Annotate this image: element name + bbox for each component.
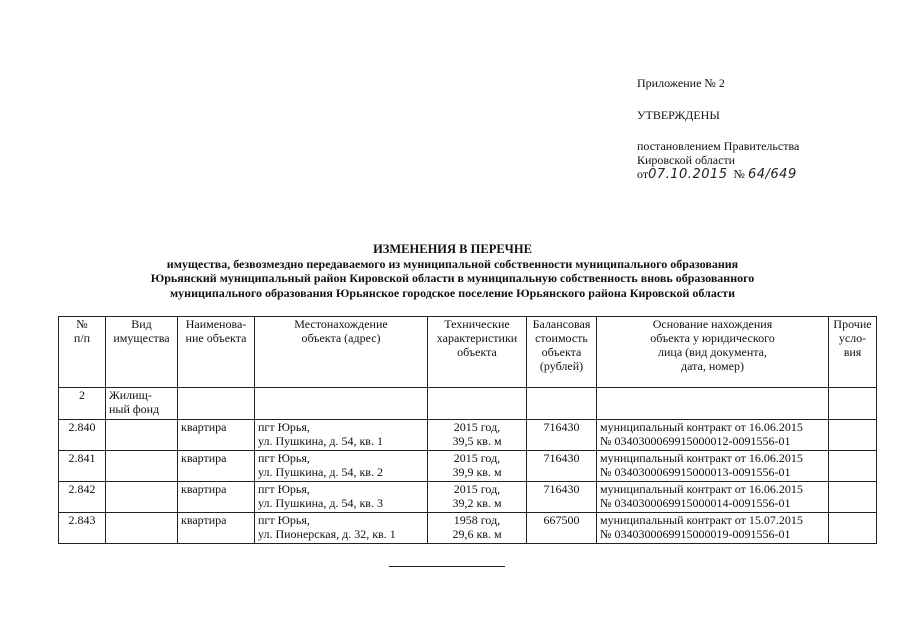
object-address	[255, 513, 428, 544]
cell-text: № 0340300069915000019-0091556-01	[600, 527, 791, 541]
cell-text: пгт Юрья,	[258, 420, 310, 434]
cell-text: ный фонд	[109, 402, 160, 416]
header-text: Местонахождение	[294, 317, 388, 331]
empty-cell	[829, 482, 877, 513]
header-text: объекта	[457, 345, 497, 359]
object-name: квартира	[178, 420, 255, 451]
cell-text: 1958 год,	[453, 513, 501, 527]
header-address	[255, 317, 428, 388]
approval-block	[637, 76, 799, 182]
header-property-type	[106, 317, 178, 388]
header-text: п/п	[73, 331, 91, 345]
cell-text: 39,2 кв. м	[452, 496, 502, 510]
header-text: усло-	[838, 331, 867, 345]
header-book-value	[527, 317, 597, 388]
empty-cell	[829, 388, 877, 420]
row-number: 2.842	[59, 482, 106, 513]
title-line-3: Юрьянский муниципальный район Кировской области в муниципальную собственность вновь образованного	[150, 271, 755, 285]
header-text: имущества	[113, 331, 170, 345]
table-row	[59, 513, 877, 544]
appendix-label: Приложение № 2	[637, 76, 725, 90]
cell-text: 2015 год,	[453, 420, 501, 434]
approved-label: УТВЕРЖДЕНЫ	[637, 108, 720, 122]
cell-text: 39,9 кв. м	[452, 465, 502, 479]
cell-text: ул. Пушкина, д. 54, кв. 3	[258, 496, 383, 510]
table-row	[59, 420, 877, 451]
table-row	[59, 482, 877, 513]
cell-text: ул. Пионерская, д. 32, кв. 1	[258, 527, 396, 541]
table-row	[59, 451, 877, 482]
object-book-value: 667500	[527, 513, 597, 544]
row-number: 2.841	[59, 451, 106, 482]
object-name: квартира	[178, 513, 255, 544]
cell-text: пгт Юрья,	[258, 482, 310, 496]
cell-text: № 0340300069915000012-0091556-01	[600, 434, 791, 448]
cell-text: Жилищ-	[109, 388, 152, 402]
object-address	[255, 451, 428, 482]
cell-text: № 0340300069915000014-0091556-01	[600, 496, 791, 510]
object-ownership-basis	[597, 482, 829, 513]
object-name: квартира	[178, 451, 255, 482]
number-prefix: №	[733, 167, 745, 181]
empty-cell	[597, 388, 829, 420]
object-book-value: 716430	[527, 420, 597, 451]
header-number	[59, 317, 106, 388]
empty-cell	[106, 420, 178, 451]
title-line-2: имущества, безвозмездно передаваемого из муниципальной собственности муниципального образования	[166, 256, 739, 271]
cell-text: 39,5 кв. м	[452, 434, 502, 448]
cell-text: 2015 год,	[453, 451, 501, 465]
object-name: квартира	[178, 482, 255, 513]
header-ownership-basis	[597, 317, 829, 388]
object-book-value: 716430	[527, 451, 597, 482]
empty-cell	[527, 388, 597, 420]
header-text: №	[76, 317, 88, 331]
cell-text: ул. Пушкина, д. 54, кв. 2	[258, 465, 383, 479]
header-text: Наименова-	[185, 317, 247, 331]
group-property-type	[106, 388, 178, 420]
empty-cell	[106, 513, 178, 544]
cell-text: муниципальный контракт от 16.06.2015	[600, 482, 803, 496]
cell-text: пгт Юрья,	[258, 451, 310, 465]
empty-cell	[178, 388, 255, 420]
object-address	[255, 482, 428, 513]
header-tech-specs	[428, 317, 527, 388]
object-address	[255, 420, 428, 451]
object-ownership-basis	[597, 420, 829, 451]
cell-text: 29,6 кв. м	[452, 527, 502, 541]
header-text: объекта (адрес)	[301, 331, 381, 345]
group-number: 2	[59, 388, 106, 420]
header-text: Балансовая	[532, 317, 591, 331]
empty-cell	[829, 513, 877, 544]
header-text: объекта	[541, 345, 582, 359]
empty-cell	[106, 482, 178, 513]
object-tech-specs	[428, 482, 527, 513]
header-text: (рублей)	[539, 359, 584, 373]
header-text: ние объекта	[185, 331, 247, 345]
header-text: дата, номер)	[681, 359, 744, 373]
title-line-4: муниципального образования Юрьянское городское поселение Юрьянского района Кировской области	[169, 285, 735, 300]
resolution-line-1: постановлением Правительства	[637, 139, 800, 153]
cell-text: муниципальный контракт от 16.06.2015	[600, 420, 803, 434]
object-tech-specs	[428, 513, 527, 544]
empty-cell	[829, 451, 877, 482]
object-book-value: 716430	[527, 482, 597, 513]
document-title	[0, 242, 905, 300]
row-number: 2.843	[59, 513, 106, 544]
resolution-date-line	[637, 167, 799, 182]
handwritten-date: 07.10.2015	[648, 167, 728, 182]
empty-cell	[255, 388, 428, 420]
object-tech-specs	[428, 420, 527, 451]
cell-text: муниципальный контракт от 15.07.2015	[600, 513, 803, 527]
header-text: характеристики	[436, 331, 518, 345]
resolution-line-2: Кировской области	[637, 153, 736, 167]
header-text: Основание нахождения	[652, 317, 773, 331]
header-object-name	[178, 317, 255, 388]
header-text: Прочие	[833, 317, 872, 331]
empty-cell	[428, 388, 527, 420]
row-number: 2.840	[59, 420, 106, 451]
empty-cell	[106, 451, 178, 482]
header-text: лица (вид документа,	[657, 345, 767, 359]
header-text: Технические	[444, 317, 510, 331]
object-tech-specs	[428, 451, 527, 482]
date-prefix: от	[637, 167, 649, 181]
closing-rule	[389, 566, 505, 567]
table-group-row	[59, 388, 877, 420]
table-header-row	[59, 317, 877, 388]
cell-text: ул. Пушкина, д. 54, кв. 1	[258, 434, 383, 448]
empty-cell	[829, 420, 877, 451]
cell-text: 2015 год,	[453, 482, 501, 496]
header-text: стоимость	[535, 331, 588, 345]
handwritten-number: 64/649	[747, 167, 797, 182]
cell-text: № 0340300069915000013-0091556-01	[600, 465, 791, 479]
cell-text: пгт Юрья,	[258, 513, 310, 527]
header-text: объекта у юридического	[650, 331, 775, 345]
object-ownership-basis	[597, 513, 829, 544]
header-text: Вид	[131, 317, 152, 331]
title-heading: ИЗМЕНЕНИЯ В ПЕРЕЧНЕ	[373, 242, 532, 256]
property-changes-table	[58, 316, 877, 544]
cell-text: муниципальный контракт от 16.06.2015	[600, 451, 803, 465]
header-text: вия	[843, 345, 862, 359]
object-ownership-basis	[597, 451, 829, 482]
header-other-conditions	[829, 317, 877, 388]
